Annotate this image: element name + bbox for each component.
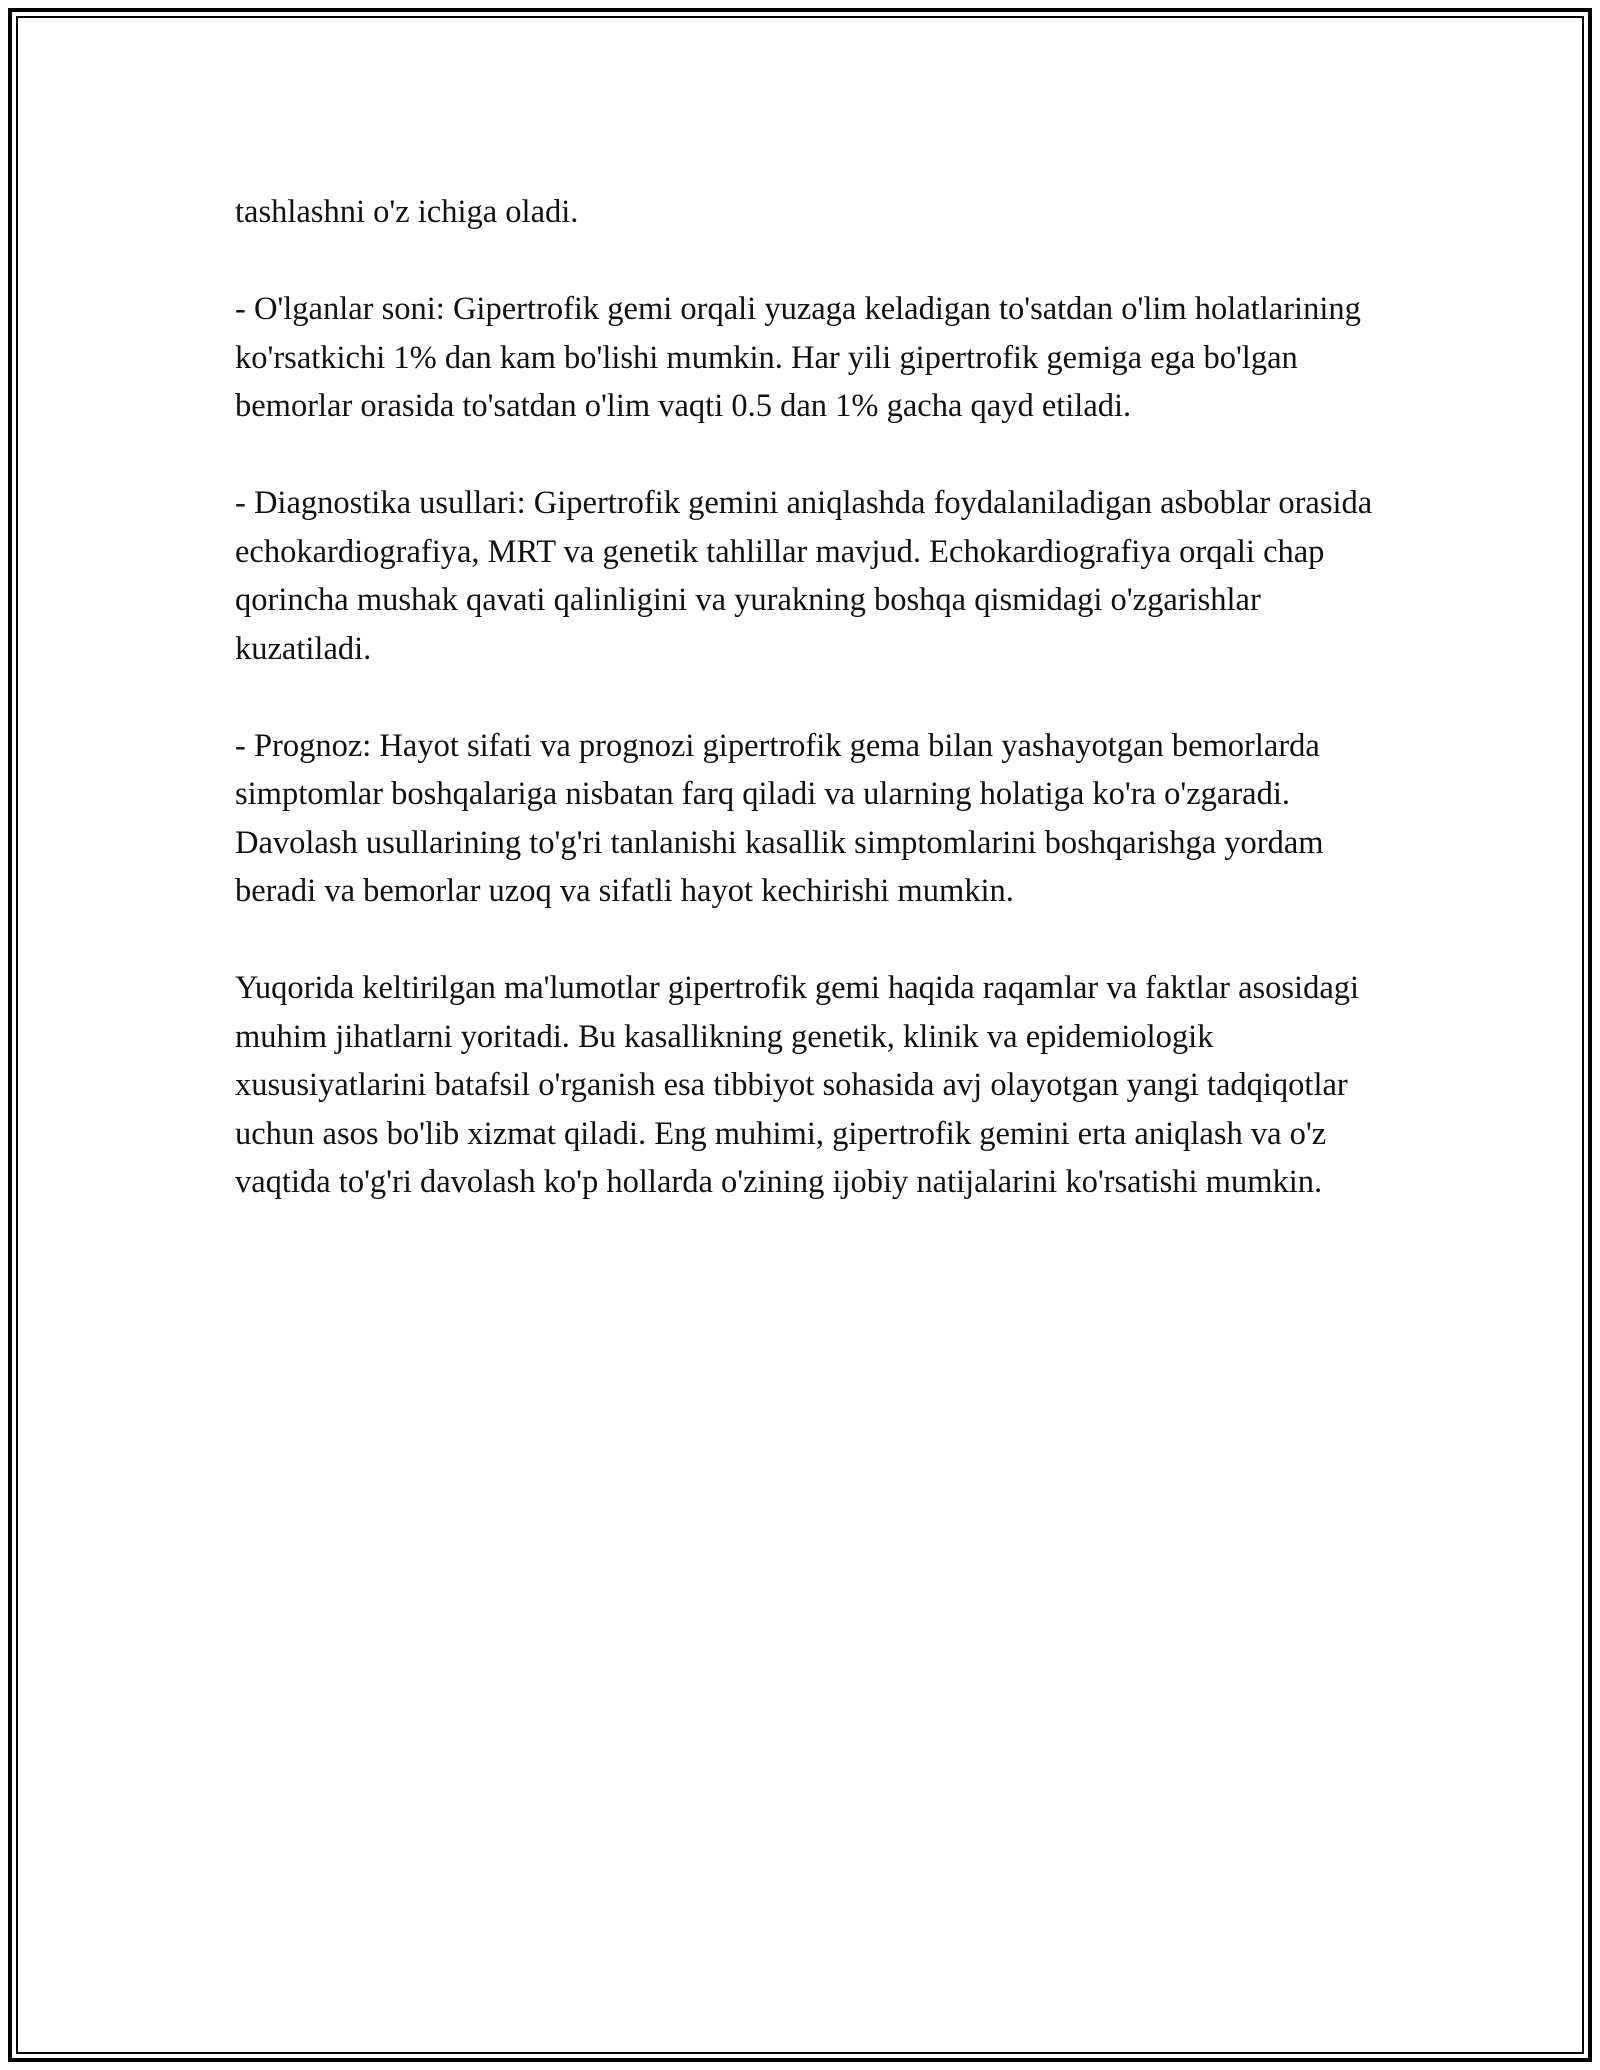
document-body <box>235 188 1375 1255</box>
paragraph-diagnostics: - Diagnostika usullari: Gipertrofik gemini aniqlashda foydalaniladigan asboblar orasida echokardiografiya, MRT va genetik tahlillar mavjud. Echokardiografiya orqali chap qorincha mushak qavati qalinligini va yurakning boshqa qismidagi o'zgarishlar kuzatiladi. <box>235 485 1373 667</box>
paragraph-prognosis: - Prognoz: Hayot sifati va prognozi gipertrofik gema bilan yashayotgan bemorlarda simptomlar boshqalariga nisbatan farq qiladi va ularning holatiga ko'ra o'zgaradi. Davolash usullarining to'g'ri tanlanishi kasallik simptomlarini boshqarishga yordam beradi va bemorlar uzoq va sifatli hayot kechirishi mumkin. <box>235 727 1324 909</box>
paragraph-conclusion: Yuqorida keltirilgan ma'lumotlar gipertrofik gemi haqida raqamlar va faktlar asosidagi muhim jihatlarni yoritadi. Bu kasallikning genetik, klinik va epidemiologik xususiyatlarini batafsil o'rganish esa tibbiyot sohasida avj olayotgan yangi tadqiqotlar uchun asos bo'lib xizmat qiladi. Eng muhimi, gipertrofik gemini erta aniqlash va o'z vaqtida to'g'ri davolash ko'p hollarda o'zining ijobiy natijalarini ko'rsatishi mumkin. <box>235 970 1360 1200</box>
paragraph-mortality: - O'lganlar soni: Gipertrofik gemi orqali yuzaga keladigan to'satdan o'lim holatlarining ko'rsatkichi 1% dan kam bo'lishi mumkin. Har yili gipertrofik gemiga ega bo'lgan bemorlar orasida to'satdan o'lim vaqti 0.5 dan 1% gacha qayd etiladi. <box>235 291 1361 424</box>
paragraph-continuation: tashlashni o'z ichiga oladi. <box>235 194 579 230</box>
